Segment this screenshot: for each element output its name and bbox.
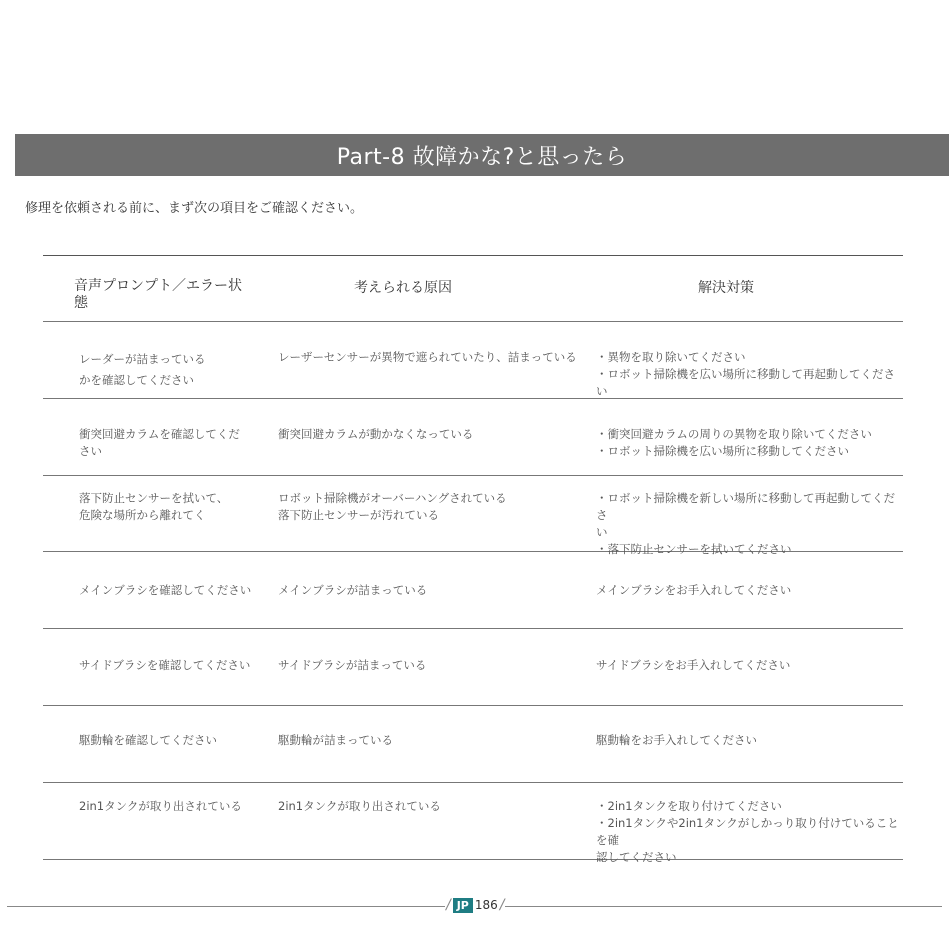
solution-line: ・ロボット掃除機を新しい場所に移動して再起動してくださ — [596, 491, 895, 522]
intro-text: 修理を依頼される前に、まず次の項目をご確認ください。 — [25, 201, 364, 216]
status-line: かを確認してください — [79, 373, 194, 387]
cause-line: レーザーセンサーが異物で遮られていたり、詰まっている — [278, 350, 577, 364]
cause-cell — [278, 582, 578, 599]
solution-cell — [596, 798, 906, 866]
status-cell — [79, 349, 259, 391]
solution-line: ・衝突回避カラムの周りの異物を取り除いてください — [596, 427, 872, 441]
solution-cell — [596, 349, 906, 400]
status-line: レーダーが詰まっている — [79, 352, 206, 366]
header-status: 音声プロンプト／エラー状態 — [74, 278, 242, 311]
cause-cell — [278, 349, 578, 366]
status-line: さい — [79, 444, 102, 458]
cause-line: メインブラシが詰まっている — [278, 583, 428, 597]
page-number-value: 186 — [474, 898, 498, 912]
solution-line: ・2in1タンクを取り付けてください — [596, 799, 782, 813]
footer-divider-right — [505, 906, 942, 907]
cause-line: 駆動輪が詰まっている — [278, 733, 393, 747]
status-line: 衝突回避カラムを確認してくだ — [79, 427, 240, 441]
language-badge: JP — [453, 898, 473, 913]
header-cause: 考えられる原因 — [354, 280, 452, 296]
solution-line: ・ロボット掃除機を広い場所に移動してください — [596, 444, 849, 458]
status-line: 2in1タンクが取り出されている — [79, 799, 242, 813]
solution-cell — [596, 732, 906, 749]
section-title: Part-8 故障かな?と思ったら — [336, 144, 628, 170]
cause-line: 2in1タンクが取り出されている — [278, 799, 441, 813]
cause-cell — [278, 798, 578, 815]
cause-cell — [278, 490, 578, 524]
table-row — [43, 399, 903, 476]
table-row — [43, 476, 903, 556]
status-line: サイドブラシを確認してください — [79, 658, 251, 672]
status-cell — [79, 657, 259, 674]
cause-line: 落下防止センサーが汚れている — [278, 508, 439, 522]
header-solution: 解決対策 — [698, 280, 754, 296]
cause-line: ロボット掃除機がオーバーハングされている — [278, 491, 507, 505]
status-cell — [79, 426, 259, 460]
solution-line: 駆動輪をお手入れしてください — [596, 733, 757, 747]
cause-line: 衝突回避カラムが動かなくなっている — [278, 427, 474, 441]
table-row — [43, 322, 903, 399]
solution-line: い — [596, 525, 608, 539]
status-cell — [79, 490, 259, 524]
cause-cell — [278, 657, 578, 674]
footer-divider-left — [7, 906, 445, 907]
table-row — [43, 552, 903, 629]
table-row — [43, 783, 903, 864]
table-header-row — [43, 256, 903, 322]
cause-cell — [278, 732, 578, 749]
solution-cell — [596, 490, 906, 558]
status-cell — [79, 732, 259, 749]
status-line: 駆動輪を確認してください — [79, 733, 217, 747]
cause-line: サイドブラシが詰まっている — [278, 658, 427, 672]
table-row — [43, 629, 903, 706]
cause-cell — [278, 426, 578, 443]
solution-cell — [596, 426, 906, 460]
status-cell — [79, 582, 259, 599]
solution-line: サイドブラシをお手入れしてください — [596, 658, 791, 672]
status-line: 危険な場所から離れてく — [79, 508, 206, 522]
page-number — [446, 896, 505, 914]
slash-decoration: / — [446, 897, 451, 913]
status-line: メインブラシを確認してください — [79, 583, 252, 597]
solution-line: メインブラシをお手入れしてください — [596, 583, 792, 597]
solution-line: ・2in1タンクや2in1タンクがしかっり取り付けていることを確 — [596, 816, 899, 847]
slash-decoration: / — [499, 897, 505, 913]
solution-line: 認してください — [596, 850, 677, 864]
status-line: 落下防止センサーを拭いて、 — [79, 491, 229, 505]
solution-line: ・ロボット掃除機を広い場所に移動して再起動してください — [596, 367, 895, 398]
troubleshooting-table — [43, 255, 903, 864]
table-row — [43, 706, 903, 783]
solution-cell — [596, 657, 906, 674]
status-cell — [79, 798, 259, 815]
solution-line: ・異物を取り除いてください — [596, 350, 746, 364]
section-title-banner — [15, 134, 949, 176]
solution-cell — [596, 582, 906, 599]
solution-line: ・落下防止センサーを拭いてください — [596, 542, 792, 556]
